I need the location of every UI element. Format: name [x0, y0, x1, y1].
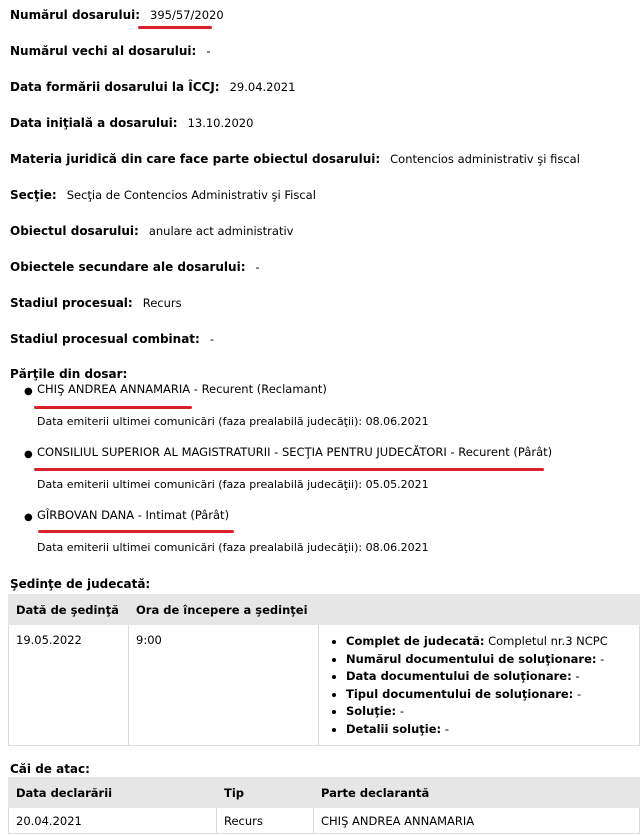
field-label: Numărul dosarului:: [10, 8, 141, 22]
detail-value: Completul nr.3 NCPC: [488, 634, 608, 648]
column-header-type: Tip: [217, 778, 314, 808]
column-header-details: [319, 595, 640, 625]
table-row: [9, 808, 640, 834]
column-header-declaration-date: Data declarării: [9, 778, 217, 808]
field-initial-date: [10, 116, 253, 130]
list-item: [346, 721, 632, 739]
field-value: 13.10.2020: [187, 116, 254, 130]
bullet-icon: ●: [24, 386, 33, 397]
field-label: Data formării dosarului la ÎCCJ:: [10, 80, 220, 94]
field-value: anulare act administrativ: [148, 224, 294, 238]
field-value: 395/57/2020: [150, 8, 224, 22]
field-label: Data iniţială a dosarului:: [10, 116, 178, 130]
list-item: [0, 508, 640, 571]
parties-list: [0, 382, 640, 571]
detail-value: -: [399, 704, 404, 718]
field-old-case-number: [10, 44, 211, 58]
field-label: Secţie:: [10, 188, 57, 202]
red-underline: [38, 530, 234, 533]
detail-label: Numărul documentului de soluţionare:: [346, 651, 597, 666]
field-section: [10, 188, 316, 202]
detail-label: Detalii soluţie:: [346, 721, 442, 736]
party-communication-date: Data emiterii ultimei comunicări (faza prealabilă judecăţii): 08.06.2021: [37, 541, 429, 554]
party-name: CHIŞ ANDREA ANNAMARIA - Recurent (Reclamant): [37, 382, 327, 396]
list-item: [346, 668, 632, 686]
appeal-party: CHIŞ ANDREA ANNAMARIA: [314, 808, 640, 834]
field-label: Materia juridică din care face parte obiectul dosarului:: [10, 152, 381, 166]
appeal-date: 20.04.2021: [9, 808, 217, 834]
field-procedural-stage: [10, 296, 182, 310]
field-value: -: [209, 332, 214, 346]
list-item: [346, 651, 632, 669]
red-underline: [34, 468, 544, 471]
field-secondary-objects: [10, 260, 260, 274]
detail-label: Soluţie:: [346, 704, 397, 718]
detail-value: -: [444, 721, 449, 736]
list-item: [346, 633, 632, 651]
field-value: Secţia de Contencios Administrativ şi Fiscal: [66, 188, 316, 202]
bullet-icon: ●: [24, 512, 33, 523]
field-value: Contencios administrativ şi fiscal: [390, 152, 580, 166]
column-header-time: Ora de începere a şedinţei: [129, 595, 319, 625]
field-label: Obiectul dosarului:: [10, 224, 139, 238]
field-label: Stadiul procesual combinat:: [10, 332, 200, 346]
detail-value: -: [575, 669, 580, 683]
table-header-row: [9, 778, 640, 808]
field-case-number: [10, 8, 224, 22]
list-item: [346, 686, 632, 704]
field-case-object: [10, 224, 293, 238]
field-value: -: [255, 260, 260, 274]
detail-label: Tipul documentului de soluţionare:: [346, 686, 574, 701]
field-value: Recurs: [142, 296, 182, 310]
party-communication-date: Data emiterii ultimei comunicări (faza prealabilă judecăţii): 05.05.2021: [37, 478, 429, 491]
field-combined-stage: [10, 332, 214, 346]
hearings-title: Şedinţe de judecată:: [10, 577, 151, 591]
parties-title: Părţile din dosar:: [10, 367, 128, 381]
party-name: GÎRBOVAN DANA - Intimat (Pârât): [37, 508, 230, 522]
column-header-declaring-party: Parte declarantă: [314, 778, 640, 808]
bullet-icon: ●: [24, 449, 33, 460]
hearing-time: 9:00: [129, 625, 319, 746]
appeals-title: Căi de atac:: [10, 762, 90, 776]
list-item: [0, 382, 640, 445]
list-item: [346, 703, 632, 721]
red-underline: [34, 406, 192, 409]
hearings-table: [8, 594, 640, 746]
red-underline: [138, 26, 212, 29]
hearing-date: 19.05.2022: [9, 625, 129, 746]
detail-label: Complet de judecată:: [346, 634, 485, 648]
detail-value: -: [600, 651, 605, 666]
field-formation-date: [10, 80, 295, 94]
table-header-row: [9, 595, 640, 625]
field-value: -: [206, 44, 211, 58]
party-communication-date: Data emiterii ultimei comunicări (faza prealabilă judecăţii): 08.06.2021: [37, 415, 429, 428]
column-header-date: Dată de şedinţă: [9, 595, 129, 625]
field-label: Stadiul procesual:: [10, 296, 133, 310]
field-legal-matter: [10, 152, 580, 166]
table-row: [9, 625, 640, 746]
detail-value: -: [576, 686, 582, 701]
detail-label: Data documentului de soluţionare:: [346, 669, 572, 683]
field-label: Numărul vechi al dosarului:: [10, 44, 197, 58]
list-item: [0, 445, 640, 508]
hearing-details: [319, 625, 640, 746]
appeals-table: [8, 777, 640, 834]
appeal-type: Recurs: [217, 808, 314, 834]
field-value: 29.04.2021: [229, 80, 296, 94]
party-name: CONSILIUL SUPERIOR AL MAGISTRATURII - SECŢIA PENTRU JUDECĂTORI - Recurent (Pârât): [37, 445, 553, 459]
field-label: Obiectele secundare ale dosarului:: [10, 260, 246, 274]
